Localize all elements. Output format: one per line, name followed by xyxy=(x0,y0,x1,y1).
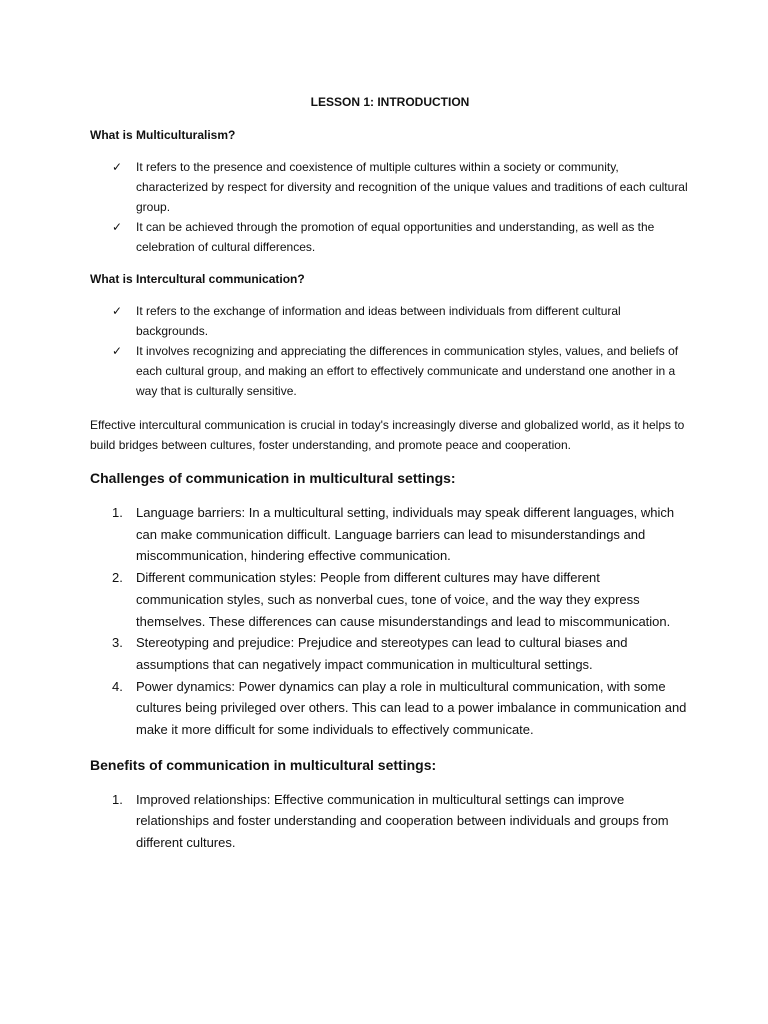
item-text: Language barriers: In a multicultural setting, individuals may speak different languages, which can make communication difficult. Language barriers can lead to misunderstandings and miscommunication, hindering effective communication. xyxy=(136,505,675,564)
item-text: Improved relationships: Effective communication in multicultural settings can improve relationships and foster understanding and cooperation between individuals and groups from different cultures. xyxy=(136,791,669,851)
bullet-text: It refers to the presence and coexistence of multiple cultures within a society or community, characterized by respect for diversity and recognition of the unique values and traditions of each cultural group. xyxy=(136,160,688,214)
list-item xyxy=(90,632,690,675)
lesson-title: LESSON 1: INTRODUCTION xyxy=(310,95,470,109)
list-item xyxy=(90,676,690,741)
benefits-list xyxy=(90,789,690,854)
check-mark-icon: ✓ xyxy=(112,344,123,358)
bullet-text: It can be achieved through the promotion of equal opportunities and understanding, as well as the celebration of cultural differences. xyxy=(136,220,655,254)
list-item xyxy=(90,301,690,341)
summary-paragraph: Effective intercultural communication is crucial in today's increasingly diverse and globalized world, as it helps to build bridges between cultures, foster understanding, and promote peace and cooperation. xyxy=(90,418,685,452)
intercultural-heading: What is Intercultural communication? xyxy=(90,272,305,286)
check-mark-icon: ✓ xyxy=(112,160,123,174)
list-item xyxy=(90,502,690,567)
document-page xyxy=(90,94,690,868)
intercultural-bullet-list xyxy=(90,301,690,401)
list-item xyxy=(90,157,690,217)
item-number: 1. xyxy=(112,791,123,807)
item-text: Stereotyping and prejudice: Prejudice and stereotypes can lead to cultural biases and assumptions that can negatively impact communication in multicultural settings. xyxy=(136,635,628,672)
list-item xyxy=(90,217,690,257)
multiculturalism-bullet-list xyxy=(90,157,690,257)
item-number: 3. xyxy=(112,635,123,651)
list-item xyxy=(90,567,690,632)
benefits-heading: Benefits of communication in multicultural settings: xyxy=(90,756,437,773)
bullet-text: It involves recognizing and appreciating the differences in communication styles, values, and beliefs of each cultural group, and making an effort to effectively communicate and understand one another in a way that is culturally sensitive. xyxy=(136,344,679,398)
item-number: 2. xyxy=(112,570,123,586)
item-number: 4. xyxy=(112,678,123,694)
item-text: Power dynamics: Power dynamics can play a role in multicultural communication, with some cultures being privileged over others. This can lead to a power imbalance in communication and make it more difficult for some individuals to effectively communicate. xyxy=(136,678,687,738)
challenges-list xyxy=(90,502,690,741)
multiculturalism-heading: What is Multiculturalism? xyxy=(90,128,236,142)
check-mark-icon: ✓ xyxy=(112,220,123,234)
list-item xyxy=(90,341,690,401)
check-mark-icon: ✓ xyxy=(112,304,123,318)
item-number: 1. xyxy=(112,505,123,520)
challenges-heading: Challenges of communication in multicultural settings: xyxy=(90,470,456,486)
list-item xyxy=(90,789,690,854)
bullet-text: It refers to the exchange of information and ideas between individuals from different cultural backgrounds. xyxy=(136,304,621,338)
item-text: Different communication styles: People from different cultures may have different communication styles, such as nonverbal cues, tone of voice, and the way they express themselves. These differences can cause misunderstandings and lead to miscommunication. xyxy=(136,570,671,629)
